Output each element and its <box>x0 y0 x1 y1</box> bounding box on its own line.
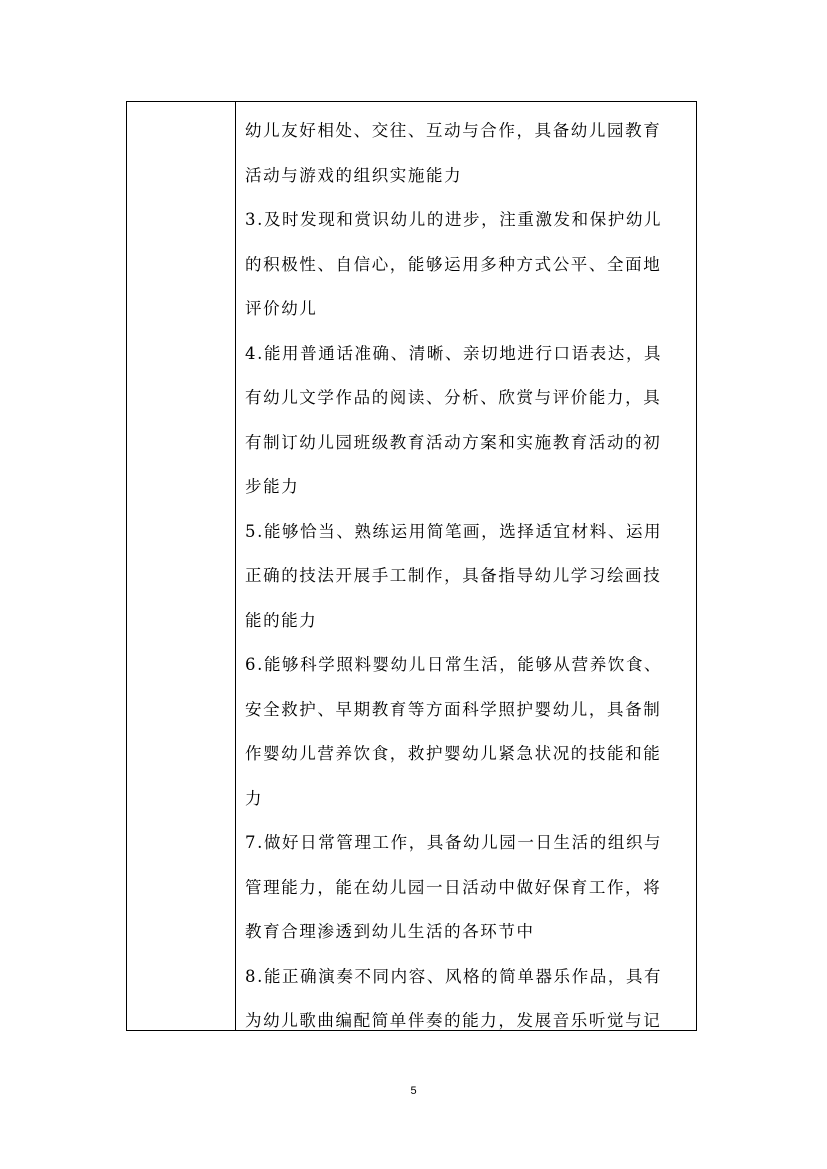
text-line: 能的能力 <box>245 610 318 630</box>
text-line: 正确的技法开展手工制作，具备指导幼儿学习绘画技 <box>245 566 662 585</box>
text-line: 管理能力，能在幼儿园一日活动中做好保育工作，将 <box>245 877 662 897</box>
text-line: 力 <box>245 788 264 808</box>
text-line: 教育合理渗透到幼儿生活的各环节中 <box>245 922 535 941</box>
table-right-cell <box>236 102 696 1030</box>
table-left-cell <box>127 102 236 1030</box>
text-line: 步能力 <box>245 477 300 496</box>
text-line: 安全救护、早期教育等方面科学照护婴幼儿，具备制 <box>245 699 662 719</box>
text-line: 6.能够科学照料婴幼儿日常生活，能够从营养饮食、 <box>245 655 663 674</box>
text-line: 7.做好日常管理工作，具备幼儿园一日生活的组织与 <box>245 833 663 852</box>
content-table <box>126 101 697 1031</box>
text-line: 作婴幼儿营养饮食，救护婴幼儿紧急状况的技能和能 <box>245 744 662 763</box>
text-line: 8.能正确演奏不同内容、风格的简单器乐作品，具有 <box>245 966 663 986</box>
text-line: 的积极性、自信心，能够运用多种方式公平、全面地 <box>245 254 662 274</box>
text-line: 活动与游戏的组织实施能力 <box>245 165 463 185</box>
text-line: 为幼儿歌曲编配简单伴奏的能力，发展音乐听觉与记 <box>245 1011 662 1030</box>
text-line: 幼儿友好相处、交往、互动与合作，具备幼儿园教育 <box>245 121 662 140</box>
text-line: 评价幼儿 <box>245 299 318 318</box>
text-line: 5.能够恰当、熟练运用简笔画，选择适宜材料、运用 <box>245 521 663 541</box>
text-line: 3.及时发现和赏识幼儿的进步，注重激发和保护幼儿 <box>245 210 663 229</box>
text-line: 4.能用普通话准确、清晰、亲切地进行口语表达，具 <box>245 343 663 363</box>
text-line: 有幼儿文学作品的阅读、分析、欣赏与评价能力，具 <box>245 388 662 407</box>
text-line: 有制订幼儿园班级教育活动方案和实施教育活动的初 <box>245 432 662 452</box>
page-number: 5 <box>410 1085 417 1097</box>
